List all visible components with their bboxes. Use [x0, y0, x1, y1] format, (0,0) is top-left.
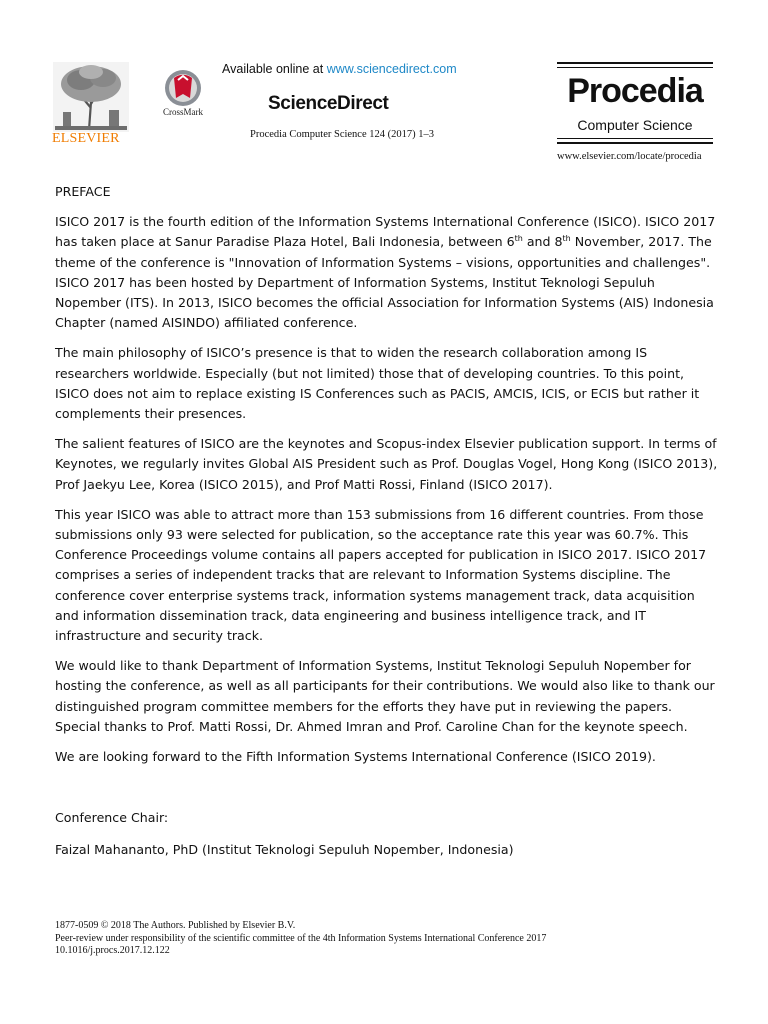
preface-heading: PREFACE	[55, 184, 111, 199]
page-header	[0, 0, 768, 170]
copyright-line: 1877-0509 © 2018 The Authors. Published by Elsevier B.V.	[55, 920, 296, 931]
paragraph-6: We are looking forward to the Fifth Information Systems International Conference (ISICO 2019).	[55, 749, 656, 765]
logo-rule-top-thin	[557, 67, 713, 68]
journal-citation: Procedia Computer Science 124 (2017) 1–3	[250, 129, 434, 140]
paragraph-1-text-a: ISICO 2017 is the fourth edition of the Information Systems International Conference (ISICO). ISICO 2017 has taken place at Sanur Paradise Plaza Hotel, Bali Indonesia, between 6	[55, 214, 716, 250]
paragraph-1	[55, 212, 720, 333]
conference-chair-name: Faizal Mahananto, PhD (Institut Teknologi Sepuluh Nopember, Indonesia)	[55, 842, 514, 857]
procedia-title: Procedia	[567, 72, 703, 110]
paragraph-1-text-b: and 8	[522, 234, 563, 250]
logo-rule-bottom	[557, 142, 713, 144]
procedia-logo	[557, 62, 713, 146]
availability-prefix: Available online at	[222, 62, 324, 76]
sciencedirect-link[interactable]: www.sciencedirect.com	[326, 62, 457, 76]
paragraph-2: The main philosophy of ISICO’s presence is that to widen the research collaboration among IS researchers worldwide. Especially (but not limited) those that of developing countries. To this point, ISICO does not aim to replace existing IS Conferences such as PACIS, AMCIS, ICIS, or ECIS but rather it complements their presences.	[55, 345, 700, 422]
conference-chair-label: Conference Chair:	[55, 810, 169, 825]
paragraph-1-sup-1: th	[514, 234, 523, 244]
availability-line	[222, 62, 457, 76]
logo-rule-bottom-thin	[557, 138, 713, 139]
paragraph-3: The salient features of ISICO are the keynotes and Scopus-index Elsevier publication support. In terms of Keynotes, we regularly invites Global AIS President such as Prof. Douglas Vogel, Hong Kong (ISICO 2013), Prof Jaekyu Lee, Korea (ISICO 2015), and Prof Matti Rossi, Finland (ISICO 2017).	[55, 436, 718, 492]
paragraph-5: We would like to thank Department of Information Systems, Institut Teknologi Sepuluh Nopember for hosting the conference, as well as all participants for their contributions. We would also like to thank our distinguished program committee members for the efforts they have put in reviewing the papers. Special thanks to Prof. Matti Rossi, Dr. Ahmed Imran and Prof. Caroline Chan for the keynote speech.	[55, 658, 715, 734]
journal-url[interactable]: www.elsevier.com/locate/procedia	[557, 151, 702, 162]
doi-line[interactable]: 10.1016/j.procs.2017.12.122	[55, 945, 170, 956]
peer-review-line: Peer-review under responsibility of the scientific committee of the 4th Information Systems International Conference 2017	[55, 932, 547, 944]
paragraph-1-text-c: November, 2017. The theme of the conference is "Innovation of Information Systems – visions, opportunities and challenges". ISICO 2017 has been hosted by Department of Information Systems, Institut Teknologi Sepuluh Nopember (ITS). In 2013, ISICO becomes the official Association for Information Systems (AIS) Indonesia Chapter (named AISINDO) affiliated conference.	[55, 234, 714, 331]
crossmark-label: CrossMark	[163, 107, 203, 117]
page-footer	[55, 920, 735, 958]
preface-body	[55, 182, 720, 777]
logo-rule-top	[557, 62, 713, 64]
sciencedirect-wordmark: ScienceDirect	[268, 93, 389, 114]
paragraph-4: This year ISICO was able to attract more than 153 submissions from 16 different countries. From those submissions only 93 were selected for publication, so the acceptance rate this year was 60.7%. This Conference Proceedings volume contains all papers accepted for publication in ISICO 2017. ISICO 2017 comprises a series of independent tracks that are relevant to Information Systems discipline. The conference cover enterprise systems track, information systems management track, data acquisition and information dissemination track, data engineering and business intelligence track, and IT infrastructure and security track.	[55, 506, 707, 644]
procedia-subtitle: Computer Science	[577, 117, 693, 133]
paragraph-1-sup-2: th	[562, 234, 571, 244]
elsevier-wordmark: ELSEVIER	[52, 131, 120, 146]
